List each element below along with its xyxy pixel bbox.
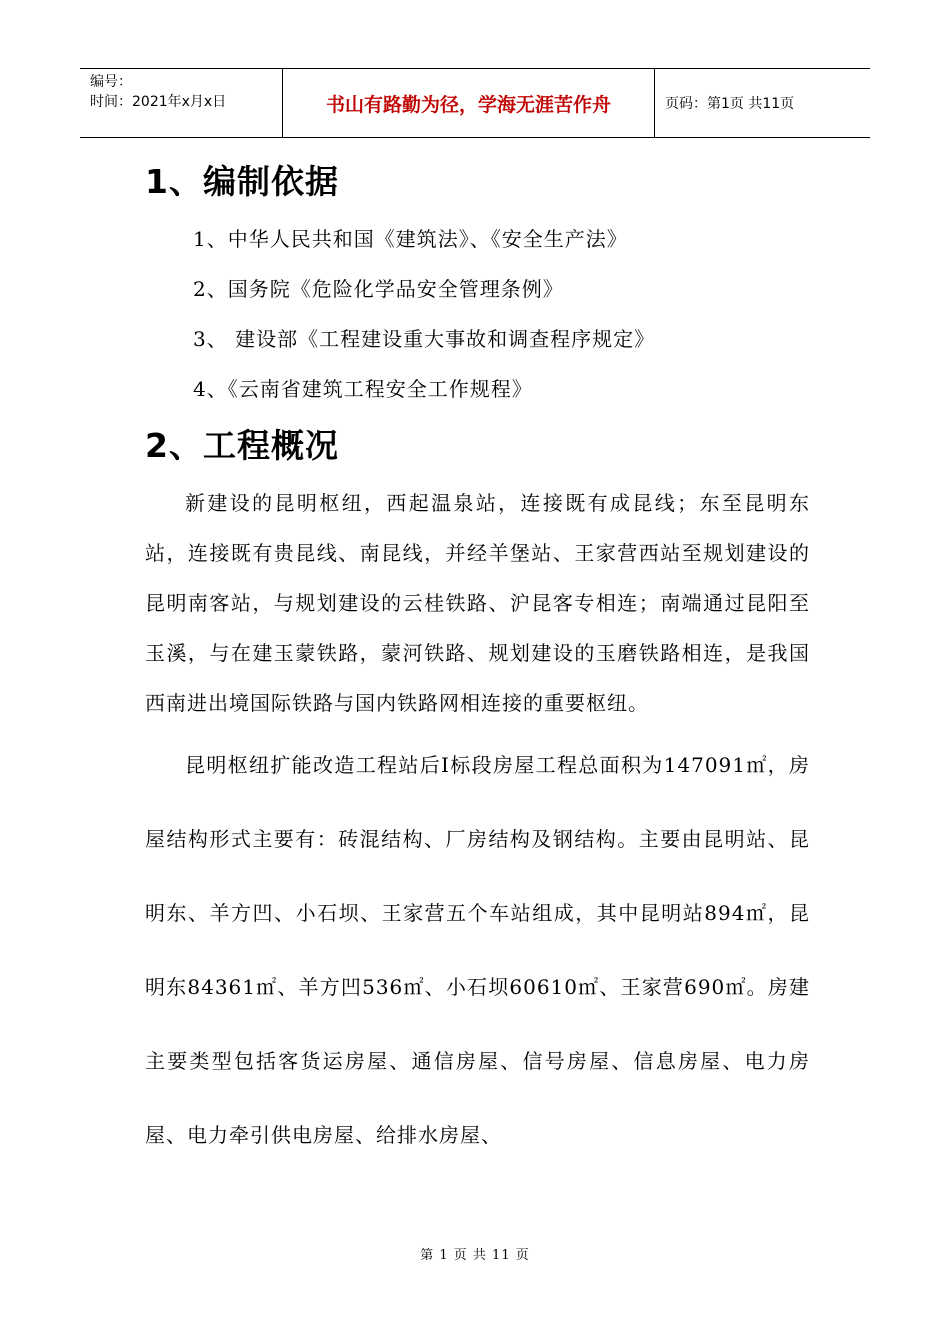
header-meta <box>80 69 282 137</box>
overview-paragraph-2: 昆明枢纽扩能改造工程站后Ⅰ标段房屋工程总面积为147091㎡，房屋结构形式主要有：砖混结构、厂房结构及钢结构。主要由昆明站、昆明东、羊方凹、小石坝、王家营五个车站组成，其中昆明站894㎡，昆明东84361㎡、羊方凹536㎡、小石坝60610㎡、王家营690㎡。房建主要类型包括客货运房屋、通信房屋、信号房屋、信息房屋、电力房屋、电力牵引供电房屋、给排水房屋、 <box>145 753 810 1147</box>
document-header <box>80 68 870 138</box>
section-title-basis: 1、编制依据 <box>145 162 339 201</box>
header-motto: 书山有路勤为径，学海无涯苦作舟 <box>282 69 655 137</box>
document-number-label: 编号： <box>90 74 132 90</box>
basis-item: 3、 建设部《工程建设重大事故和调查程序规定》 <box>193 327 656 351</box>
basis-item: 4、《云南省建筑工程安全工作规程》 <box>193 377 533 401</box>
document-time-label: 时间：2021年x月x日 <box>90 94 227 110</box>
document-body <box>145 150 810 1172</box>
basis-item: 1、中华人民共和国《建筑法》、《安全生产法》 <box>193 227 628 251</box>
overview-paragraph-1: 新建设的昆明枢纽，西起温泉站，连接既有成昆线；东至昆明东站，连接既有贵昆线、南昆线，并经羊堡站、王家营西站至规划建设的昆明南客站，与规划建设的云桂铁路、沪昆客专相连；南端通过昆阳至玉溪，与在建玉蒙铁路，蒙河铁路、规划建设的玉磨铁路相连，是我国西南进出境国际铁路与国内铁路网相连接的重要枢纽。 <box>145 491 810 715</box>
page-footer: 第 1 页 共 11 页 <box>420 1248 530 1263</box>
section-title-overview: 2、工程概况 <box>145 426 339 465</box>
header-page-info: 页码：第1页 共11页 <box>665 96 795 112</box>
basis-item: 2、国务院《危险化学品安全管理条例》 <box>193 277 564 301</box>
